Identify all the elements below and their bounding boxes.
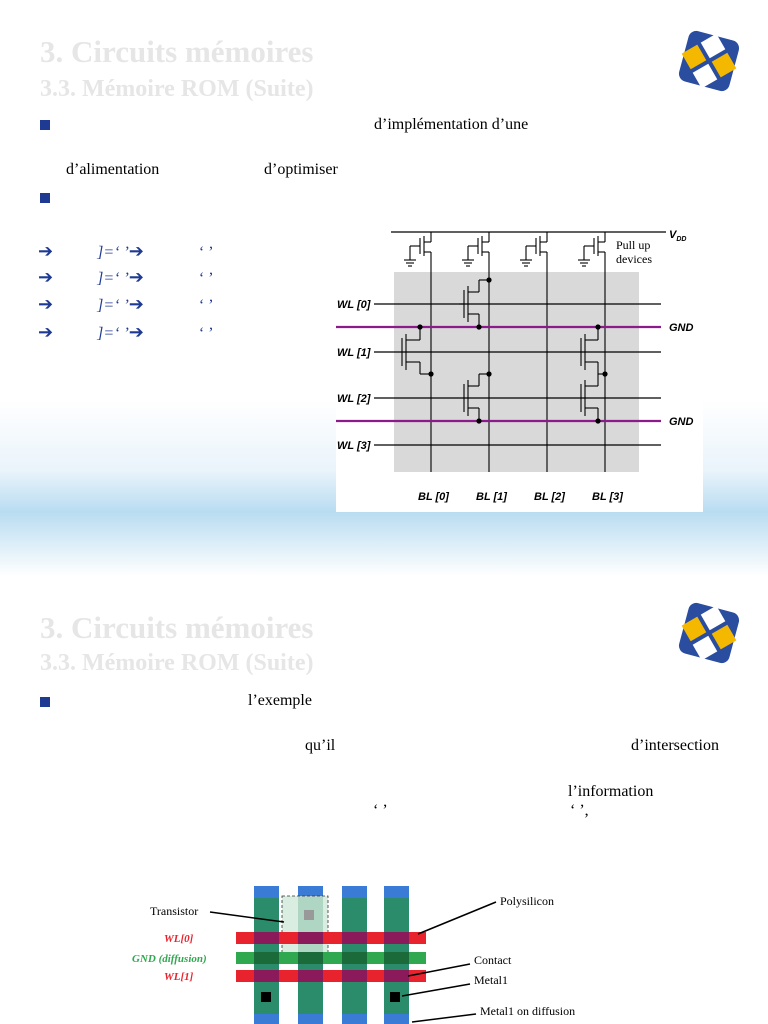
slide-2-subtitle: 3.3. Mémoire ROM (Suite) (40, 650, 314, 676)
arrow-icon: ➔ (128, 241, 144, 261)
pullup-label-1: Pull up (616, 238, 651, 252)
slide-1-text-2b: d’optimiser (264, 161, 338, 178)
arrow-row: ➔ ]=‘ ’➔ ‘ ’ (38, 294, 214, 314)
gnd-label: GND (669, 322, 694, 334)
wl-label: WL [1] (337, 347, 371, 359)
arrow-row: ➔ ]=‘ ’➔ ‘ ’ (38, 241, 214, 261)
slide-2-text-2b: d’intersection (631, 737, 719, 754)
metal1-label: Metal1 (474, 973, 508, 987)
arrow-icon: ➔ (128, 322, 144, 342)
vdd-label: $V_{DD}$ (669, 229, 687, 243)
arrow-row: ➔ ]=‘ ’➔ ‘ ’ (38, 267, 214, 287)
gnd-label: GND (669, 416, 694, 428)
arrow-icon: ➔ (38, 322, 54, 342)
school-logo (656, 8, 762, 114)
arrow-icon: ➔ (38, 241, 54, 261)
wl-label: WL [3] (337, 440, 371, 452)
arrow-icon: ➔ (128, 294, 144, 314)
bl-label: BL [1] (476, 491, 507, 503)
arrow-row: ➔ ]=‘ ’➔ ‘ ’ (38, 322, 214, 342)
wl1-label: WL[1] (164, 971, 194, 983)
rom-array-diagram (336, 222, 703, 512)
wl0-label: WL[0] (164, 933, 194, 945)
bullet-square (40, 120, 50, 130)
bl-label: BL [2] (534, 491, 565, 503)
slide-1-text-2a: d’alimentation (66, 161, 160, 178)
metal1-diffusion-label: Metal1 on diffusion (480, 1004, 576, 1018)
arrow-icon: ➔ (128, 267, 144, 287)
slide-2-text-4a: ‘ ’ (373, 802, 388, 819)
rom-layout-diagram (118, 882, 578, 1024)
slide-2-title: 3. Circuits mémoires (40, 610, 314, 645)
gnd-diffusion-label: GND (diffusion) (132, 953, 207, 965)
transistor-label: Transistor (150, 904, 199, 918)
wl-label: WL [2] (337, 393, 371, 405)
slide-1-title: 3. Circuits mémoires (40, 34, 314, 69)
slide-1-text-1: d’implémentation d’une (374, 116, 529, 133)
slide-separator (0, 512, 768, 576)
contact-square (261, 992, 271, 1002)
slide-2-text-1: l’exemple (248, 692, 312, 709)
transistor-highlight (282, 896, 328, 956)
bullet-square (40, 697, 50, 707)
slide-1-subtitle: 3.3. Mémoire ROM (Suite) (40, 76, 314, 102)
contact-square (390, 992, 400, 1002)
arrow-icon: ➔ (38, 294, 54, 314)
slide-2-text-4b: ‘ ’, (570, 802, 589, 819)
bullet-square (40, 193, 50, 203)
contact-label: Contact (474, 953, 512, 967)
arrow-icon: ➔ (38, 267, 54, 287)
slide-2-text-3: l’information (568, 783, 654, 800)
wl-label: WL [0] (337, 299, 371, 311)
pullup-label-2: devices (616, 252, 652, 266)
bl-label: BL [0] (418, 491, 449, 503)
polysilicon-label: Polysilicon (500, 894, 555, 908)
slide-2-text-2a: qu’il (305, 737, 336, 754)
school-logo (656, 580, 762, 686)
bl-label: BL [3] (592, 491, 623, 503)
